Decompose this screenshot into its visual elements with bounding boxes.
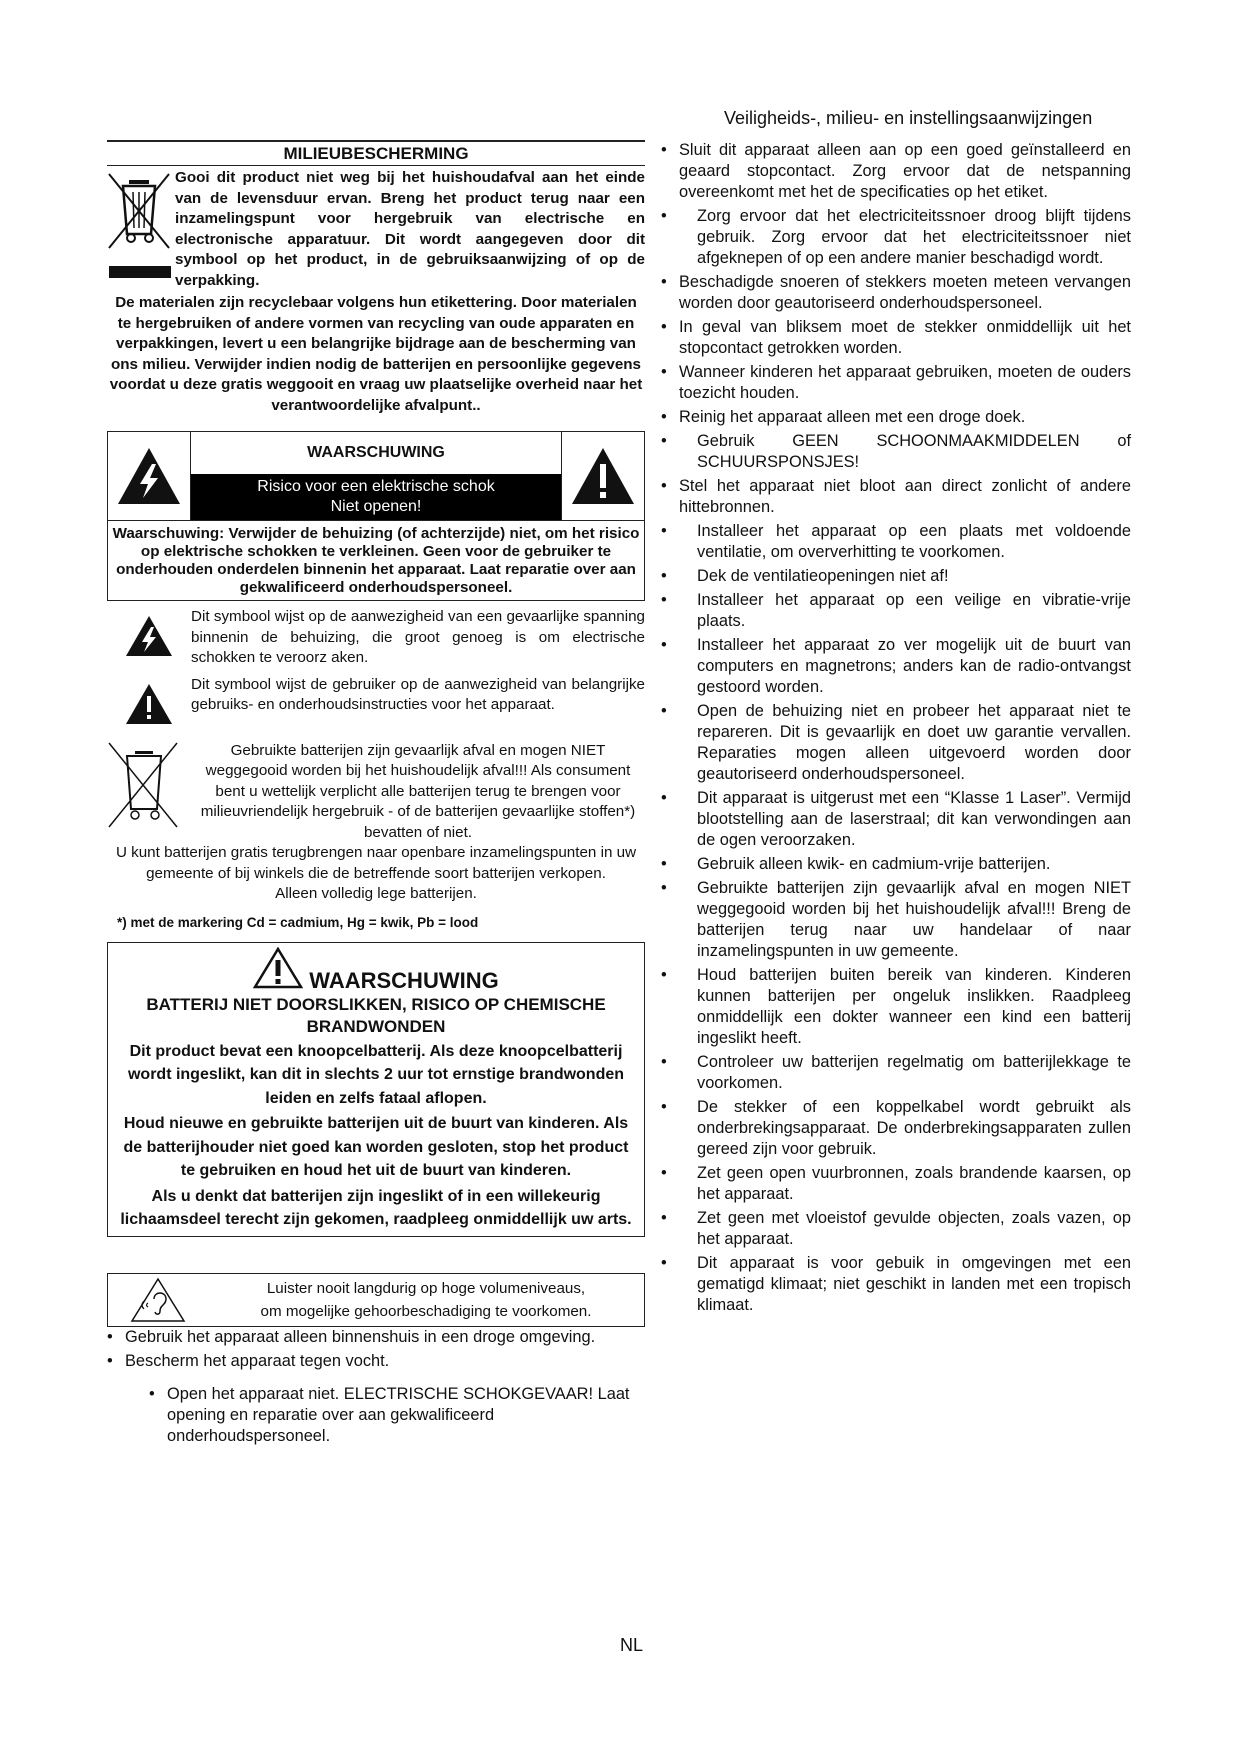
- hearing-ear-icon: [108, 1274, 208, 1326]
- list-item: • Stel het apparaat niet bloot aan direct zonlicht of andere hittebronnen.: [661, 476, 1131, 518]
- page-number: NL: [620, 1635, 644, 1655]
- warning-box-body: Waarschuwing: Verwijder de behuizing (of achterzijde) niet, om het risico op elektrische schokken te verkleinen. Geen voor de gebruiker te onderhouden onderdelen binnenin het apparaat. Laat reparatie over aan gekwalificeerd onderhoudspersoneel.: [112, 525, 640, 596]
- button-cell-warning-subtitle: BATTERIJ NIET DOORSLIKKEN, RISICO OP CHEMISCHE BRANDWONDEN: [146, 994, 606, 1036]
- list-item: • Sluit dit apparaat alleen aan op een goed geïnstalleerd en geaard stopcontact. Zorg ervoor dat de netspanning overeenkomt met het de specificaties op het etiket.: [661, 140, 1131, 203]
- battery-empty-text: Alleen volledig lege batterijen.: [275, 885, 477, 902]
- exclamation-symbol-row: [107, 675, 645, 725]
- list-item: • De stekker of een koppelkabel wordt gebruikt als onderbrekingsapparaat. De onderbrekingsapparaten zullen gereed zijn voor gebruik.: [661, 1097, 1131, 1160]
- milieu-section-title: [107, 140, 645, 166]
- milieu-title-text: MILIEUBESCHERMING: [283, 144, 469, 163]
- shock-warning-box: [107, 431, 645, 601]
- warning-band-line1: Risico voor een elektrische schok: [257, 478, 495, 495]
- milieu-block: [107, 168, 645, 291]
- list-item: • Gebruik het apparaat alleen binnenshuis in een droge omgeving.: [107, 1327, 645, 1348]
- exclamation-symbol-text: Dit symbool wijst de gebruiker op de aanwezigheid van belangrijke gebruiks- en onderhoudsinstructies voor het apparaat.: [191, 675, 645, 713]
- warning-box-title: WAARSCHUWING: [307, 444, 445, 461]
- list-item: • Bescherm het apparaat tegen vocht.: [107, 1351, 645, 1372]
- left-bullet-list: [107, 1327, 645, 1447]
- list-item: • Installeer het apparaat op een plaats met voldoende ventilatie, om oververhitting te voorkomen.: [661, 521, 1131, 563]
- lightning-symbol-text: Dit symbool wijst op de aanwezigheid van een gevaarlijke spanning binnenin de behuizing, die groot genoeg is om electrische schokken te veroorz aken.: [191, 608, 645, 666]
- list-item: • Gebruik GEEN SCHOONMAAKMIDDELEN of SCHUURSPONSJES!: [661, 431, 1131, 473]
- hearing-text-line2: om mogelijke gehoorbeschadiging te voorkomen.: [260, 1302, 592, 1320]
- warning-band-line2: Niet openen!: [330, 498, 422, 515]
- battery-disposal-text: Gebruikte batterijen zijn gevaarlijk afval en mogen NIET weggegooid worden bij het huishoudelijk afval!!! Als consument bent u wettelijk verplicht alle batterijen terug te brengen voor milieuvriendelijk hergebruik - of de batterijen gevaarlijke stoffen*) bevatten of niet.: [200, 741, 636, 841]
- list-item: • Zet geen met vloeistof gevulde objecten, zoals vazen, op het apparaat.: [661, 1208, 1131, 1250]
- battery-return-text: U kunt batterijen gratis terugbrengen naar openbare inzamelingspunten in uw gemeente of bij winkels die de betreffende soort batterijen verkopen.: [115, 844, 637, 882]
- list-item: • Houd batterijen buiten bereik van kinderen. Kinderen kunnen batterijen per ongeluk inslikken. Raadpleeg onmiddellijk een dokter wanneer een kind een batterij ingeslikt heeft.: [661, 965, 1131, 1049]
- right-bullet-list: [661, 140, 1131, 1316]
- button-cell-warning-body1: Dit product bevat een knoopcelbatterij. Als deze knoopcelbatterij wordt ingeslikt, kan dit in slechts 2 uur tot ernstige brandwonden leiden en zelfs fataal aflopen.: [127, 1042, 625, 1107]
- button-cell-warning-title: WAARSCHUWING: [309, 967, 499, 993]
- crossed-bin-icon: [107, 168, 175, 282]
- list-item: • Dit apparaat is uitgerust met een “Klasse 1 Laser”. Vermijd blootstelling aan de laserstraal; dit kan verwondingen aan de ogen veroorzaken.: [661, 788, 1131, 851]
- battery-disposal-row: [107, 741, 645, 844]
- button-cell-warning-body2: Houd nieuwe en gebruikte batterijen uit de buurt van kinderen. Als de batterijhouder niet goed kan worden gesloten, stop het product te gebruiken en houd het uit de buurt van kinderen.: [123, 1115, 629, 1179]
- exclamation-triangle-icon: [107, 675, 191, 725]
- right-column: [661, 140, 1131, 1319]
- list-item: • Gebruik alleen kwik- en cadmium-vrije batterijen.: [661, 854, 1131, 875]
- warning-band: [191, 474, 561, 520]
- list-item: • Zorg ervoor dat het electriciteitssnoer droog blijft tijdens gebruik. Zorg ervoor dat het electriciteitssnoer niet afgeknepen of op een andere manier beschadigd wordt.: [661, 206, 1131, 269]
- left-column: [107, 140, 645, 1450]
- list-item: • In geval van bliksem moet de stekker onmiddellijk uit het stopcontact getrokken worden.: [661, 317, 1131, 359]
- button-cell-warning-box: [107, 942, 645, 1237]
- list-item: • Installeer het apparaat zo ver mogelijk uit de buurt van computers en magnetrons; anders kan de radio-ontvangst gestoord worden.: [661, 635, 1131, 698]
- hearing-warning-box: [107, 1273, 645, 1327]
- list-item: • Reinig het apparaat alleen met een droge doek.: [661, 407, 1131, 428]
- list-item: • Zet geen open vuurbronnen, zoals brandende kaarsen, op het apparaat.: [661, 1163, 1131, 1205]
- crossed-battery-bin-icon: [107, 741, 191, 831]
- list-item: • Installeer het apparaat op een veilige en vibratie-vrije plaats.: [661, 590, 1131, 632]
- recycle-text: De materialen zijn recyclebaar volgens hun etikettering. Door materialen te hergebruiken of andere vormen van recycling van oude apparaten en verpakkingen, levert u een belangrijke bijdrage aan de bescherming van ons milieu. Verwijder indien nodig de batterijen en persoonlijke gegevens voordat u deze gratis weggooit en vraag uw plaatselijke overheid naar het verantwoordelijke afvalpunt..: [109, 294, 643, 414]
- battery-footnote: *) met de markering Cd = cadmium, Hg = kwik, Pb = lood: [117, 914, 479, 930]
- button-cell-warning-body3: Als u denkt dat batterijen zijn ingeslikt of in een willekeurig lichaamsdeel terecht zijn gekomen, raadpleeg onmiddellijk uw arts.: [120, 1187, 632, 1228]
- list-item: • Dek de ventilatieopeningen niet af!: [661, 566, 1131, 587]
- milieu-text: Gooi dit product niet weg bij het huishoudafval aan het einde van de levensduur ervan. Breng het product terug naar een inzamelingspunt voor hergebruik van electrische en electronische apparatuur. Dit wordt aangegeven door dit symbool op het product, in de gebruiksaanwijzing of op de verpakking.: [175, 169, 645, 289]
- list-item: • Gebruikte batterijen zijn gevaarlijk afval en mogen NIET weggegooid worden bij het huishoudelijk afval!!! Breng de batterijen terug naar uw handelaar of naar inzamelingspunten in uw gemeente.: [661, 878, 1131, 962]
- warning-triangle-outline-icon: [253, 947, 303, 994]
- list-item: • Controleer uw batterijen regelmatig om batterijlekkage te voorkomen.: [661, 1052, 1131, 1094]
- list-item: • Wanneer kinderen het apparaat gebruiken, moeten de ouders toezicht houden.: [661, 362, 1131, 404]
- list-item: • Beschadigde snoeren of stekkers moeten meteen vervangen worden door geautoriseerd onderhoudspersoneel.: [661, 272, 1131, 314]
- list-item: • Open het apparaat niet. ELECTRISCHE SCHOKGEVAAR! Laat opening en reparatie over aan gekwalificeerd onderhoudspersoneel.: [149, 1384, 645, 1447]
- list-item: • Open de behuizing niet en probeer het apparaat niet te repareren. Dit is gevaarlijk en doet uw garantie vervallen. Reparaties mogen alleen uitgevoerd worden door geautoriseerd onderhoudspersoneel.: [661, 701, 1131, 785]
- list-item: • Dit apparaat is voor gebuik in omgevingen met een gematigd klimaat; niet geschikt in landen met een tropisch klimaat.: [661, 1253, 1131, 1316]
- lightning-symbol-row: [107, 607, 645, 669]
- hearing-text-line1: Luister nooit langdurig op hoge volumeniveaus,: [266, 1279, 586, 1297]
- lightning-triangle-icon: [107, 607, 191, 669]
- lightning-warning-icon: [108, 432, 191, 520]
- exclamation-warning-icon: [561, 432, 644, 520]
- page-header-title: Veiligheids-, milieu- en instellingsaanwijzingen: [724, 108, 1093, 128]
